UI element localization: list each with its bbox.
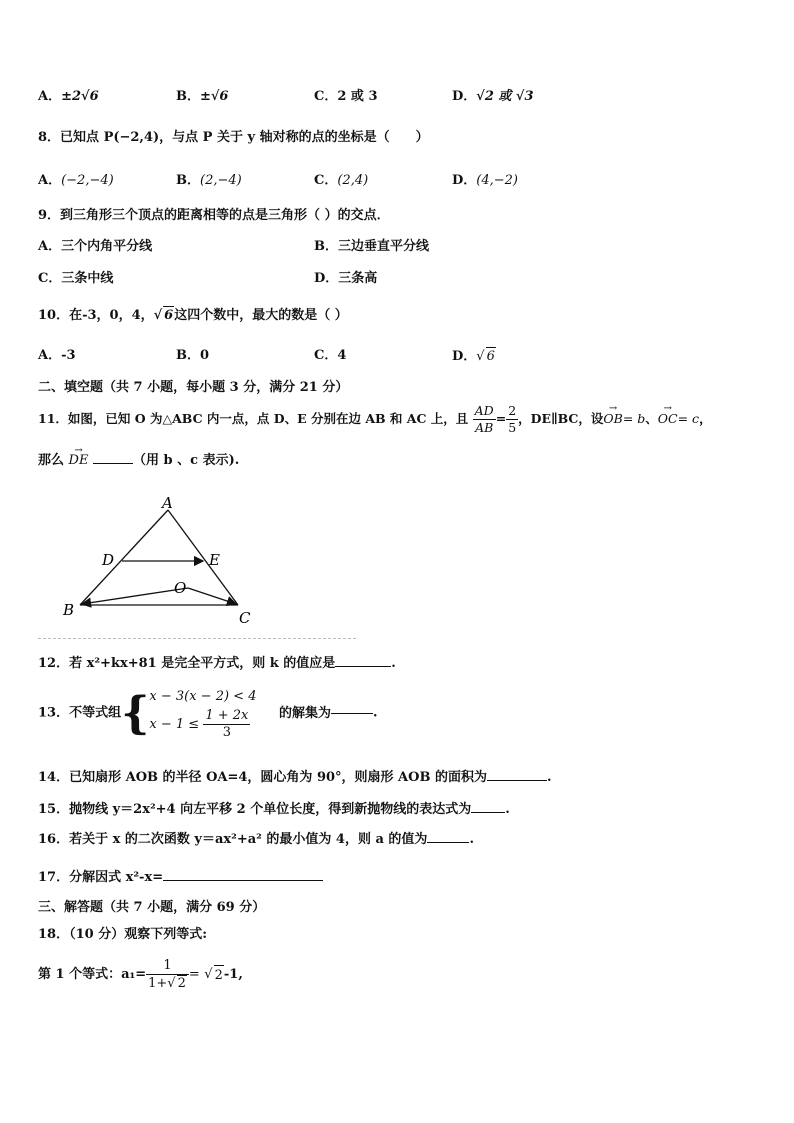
- q11-line-2: 那么 → DE （用 b 、c 表示).: [38, 452, 239, 470]
- q18-stem: 18．（10 分）观察下列等式:: [38, 927, 208, 942]
- label-c: C: [239, 609, 251, 627]
- q8-option-d: D．(4,−2): [452, 173, 518, 188]
- triangle-figure: [58, 492, 278, 630]
- q10-option-c: C．4: [314, 348, 347, 363]
- q7-option-b: B．±√6: [176, 89, 229, 104]
- q8-option-b: B．(2,−4): [176, 173, 242, 188]
- q10-option-d: D．√ 6: [452, 349, 495, 364]
- label-o: O: [174, 579, 187, 597]
- vector-ob: [82, 588, 188, 604]
- q12-stem: 12．若 x²+kx+81 是完全平方式，则 k 的值应是 .: [38, 656, 396, 671]
- q15-stem: 15．抛物线 y＝2x²+4 向左平移 2 个单位长度，得到新抛物线的表达式为 .: [38, 802, 510, 817]
- label-e: E: [209, 551, 220, 569]
- q9-option-c: C．三条中线: [38, 271, 114, 286]
- q18-equation-1: 第 1 个等式：a₁= $\frac{1}{1+√ 2}$ = √ 2-1,: [38, 958, 243, 991]
- label-d: D: [102, 551, 115, 569]
- q8-option-a: A．(−2,−4): [38, 173, 114, 188]
- q10-option-b: B．0: [176, 348, 210, 363]
- q7-option-c: C．2 或 3: [314, 89, 378, 104]
- q10-stem: 10．在-3，0，4，√ 6这四个数中，最大的数是（ ）: [38, 308, 348, 323]
- q8-option-c: C．(2,4): [314, 173, 369, 188]
- label-b: B: [63, 601, 75, 619]
- figure-divider: [38, 638, 356, 639]
- q16-stem: 16．若关于 x 的二次函数 y＝ax²+a² 的最小值为 4，则 a 的值为 .: [38, 832, 474, 847]
- q9-option-d: D．三条高: [314, 271, 378, 286]
- q14-stem: 14．已知扇形 AOB 的半径 OA=4，圆心角为 90°，则扇形 AOB 的面积为 .: [38, 770, 552, 785]
- section-2-heading: 二、填空题（共 7 小题，每小题 3 分，满分 21 分）: [38, 380, 349, 395]
- q7-option-a: A．±2√6: [38, 89, 99, 104]
- q9-option-b: B．三边垂直平分线: [314, 239, 430, 254]
- q9-option-a: A．三个内角平分线: [38, 239, 153, 254]
- section-3-heading: 三、解答题（共 7 小题，满分 69 分）: [38, 900, 266, 915]
- q9-stem: 9．到三角形三个顶点的距离相等的点是三角形（ ）的交点．: [38, 208, 390, 223]
- q10-option-a: A．-3: [38, 348, 76, 363]
- q17-stem: 17．分解因式 x²-x=: [38, 869, 323, 887]
- vector-oc: [188, 588, 236, 604]
- side-ab: [80, 510, 168, 605]
- q8-stem: 8．已知点 P(−2,4)，与点 P 关于 y 轴对称的点的坐标是（ ）: [38, 130, 429, 145]
- q7-option-d: D．√2 或 √3: [452, 89, 534, 104]
- label-a: A: [162, 494, 173, 512]
- q11-stem: 11．如图，已知 O 为△ABC 内一点，点 D、E 分别在边 AB 和 AC 上，且 $\frac{AD}{AB}$ = $\frac{2}{5}$ ，DE∥BC，设→ OB= b、→ OC= c，: [38, 400, 712, 438]
- q13-stem: 13．不等式组{ x − 3(x − 2) < 4 x − 1 ≤ $\frac{1 + 2x}{3}$ 的解集为 .: [38, 687, 378, 740]
